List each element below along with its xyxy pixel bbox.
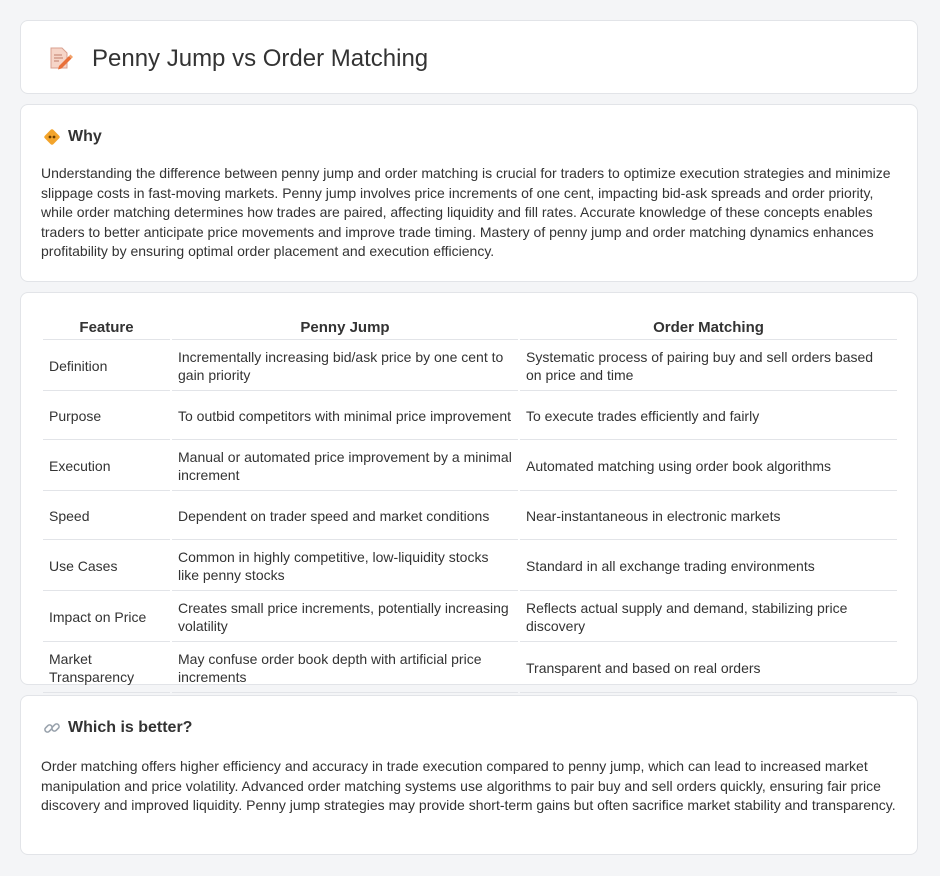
page-title: Penny Jump vs Order Matching (92, 45, 429, 72)
order-matching-cell: Reflects actual supply and demand, stabilizing price discovery (520, 593, 897, 642)
table-header-row (43, 315, 897, 340)
header-card (20, 20, 918, 94)
table-row (43, 442, 897, 491)
feature-cell: Use Cases (43, 542, 170, 591)
order-matching-cell: Near-instantaneous in electronic markets (520, 493, 897, 540)
table-row (43, 644, 897, 693)
comparison-table (41, 313, 899, 695)
column-header-feature: Feature (43, 315, 170, 340)
table-row (43, 342, 897, 391)
order-matching-cell: Transparent and based on real orders (520, 644, 897, 693)
order-matching-cell: Automated matching using order book algorithms (520, 442, 897, 491)
penny-jump-cell: Creates small price increments, potentially increasing volatility (172, 593, 518, 642)
column-header-order-matching: Order Matching (520, 315, 897, 340)
penny-jump-cell: To outbid competitors with minimal price improvement (172, 393, 518, 440)
feature-cell: Execution (43, 442, 170, 491)
feature-cell: Speed (43, 493, 170, 540)
table-row (43, 542, 897, 591)
penny-jump-cell: Common in highly competitive, low-liquidity stocks like penny stocks (172, 542, 518, 591)
diamond-sign-icon (43, 128, 61, 146)
penny-jump-cell: Dependent on trader speed and market conditions (172, 493, 518, 540)
comparison-section (20, 292, 918, 685)
penny-jump-cell: May confuse order book depth with artificial price increments (172, 644, 518, 693)
penny-jump-cell: Incrementally increasing bid/ask price by one cent to gain priority (172, 342, 518, 391)
which-is-better-body: Order matching offers higher efficiency and accuracy in trade execution compared to penny jump, which can lead to increased market manipulation and price volatility. Advanced order matching systems use algorithms to pair buy and sell orders quickly, ensuring fair price discovery and improved liquidity. Penny jump strategies may provide short-term gains but often sacrifice market stability and transparency. (41, 758, 896, 814)
feature-cell: Purpose (43, 393, 170, 440)
feature-cell: Market Transparency (43, 644, 170, 693)
feature-cell: Definition (43, 342, 170, 391)
column-header-penny-jump: Penny Jump (172, 315, 518, 340)
why-title: Why (68, 128, 102, 145)
table-row (43, 393, 897, 440)
which-is-better-title: Which is better? (68, 719, 193, 736)
which-is-better-section (20, 695, 918, 855)
table-row (43, 493, 897, 540)
why-section (20, 104, 918, 282)
table-row (43, 593, 897, 642)
feature-cell: Impact on Price (43, 593, 170, 642)
order-matching-cell: Standard in all exchange trading environments (520, 542, 897, 591)
document-edit-icon (47, 45, 73, 71)
why-body: Understanding the difference between penny jump and order matching is crucial for traders to optimize execution strategies and minimize slippage costs in fast-moving markets. Penny jump involves price increments of one cent, impacting bid-ask spreads and order priority, while order matching determines how trades are paired, affecting liquidity and fill rates. Accurate knowledge of these concepts enables traders to better anticipate price movements and improve trade timing. Mastery of penny jump and order matching dynamics enhances profitability by ensuring optimal order placement and execution efficiency. (41, 165, 891, 260)
order-matching-cell: Systematic process of pairing buy and sell orders based on price and time (520, 342, 897, 391)
link-icon (43, 719, 61, 737)
penny-jump-cell: Manual or automated price improvement by a minimal increment (172, 442, 518, 491)
order-matching-cell: To execute trades efficiently and fairly (520, 393, 897, 440)
